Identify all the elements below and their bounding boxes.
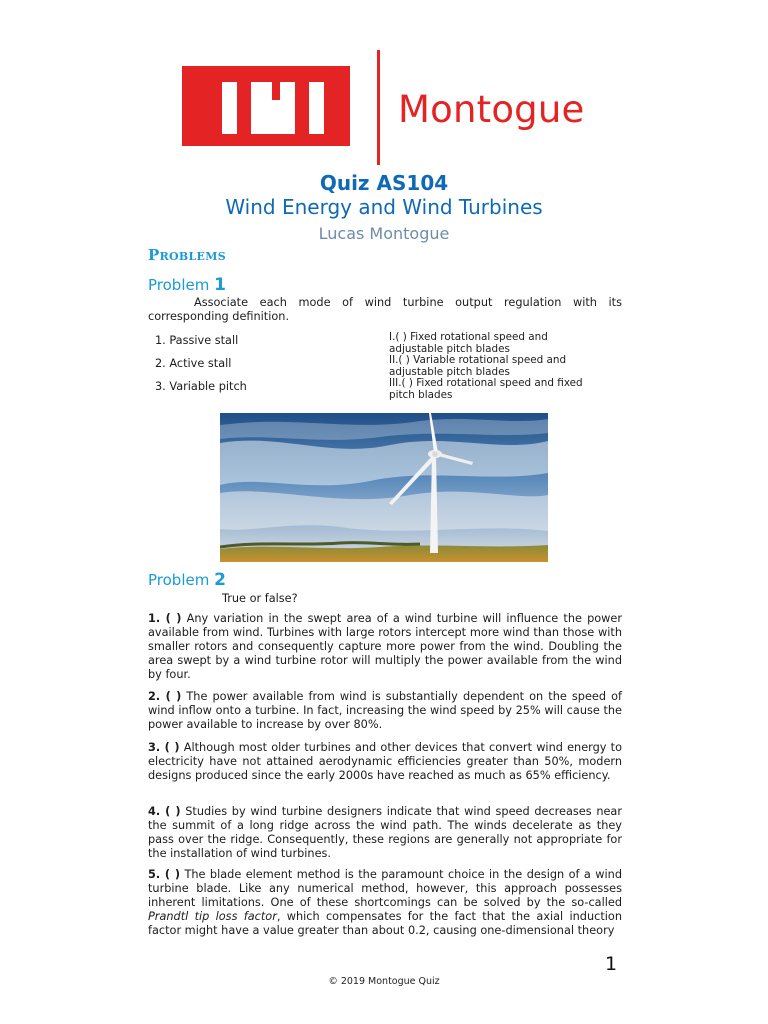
author-name: Lucas Montogue: [318, 224, 450, 243]
tf-marker: 5. ( ): [148, 868, 181, 881]
problem-2-number: 2: [214, 570, 226, 590]
page-number: 1: [605, 953, 618, 975]
tf-text: The blade element method is the paramount choice in the design of a wind turbine blade. Like any numerical method, however, this approach possesses inherent limitations. One of these shortcomings can be solved by the so-called: [148, 868, 622, 910]
section-title: Problems: [148, 246, 226, 264]
problem-1-number: 1: [214, 275, 226, 295]
logo-notch: [272, 82, 280, 100]
tf-item-5: [148, 868, 622, 938]
problem-2-heading: [148, 570, 226, 590]
mode-item: 3. Variable pitch: [155, 380, 247, 393]
logo-bar-left: [222, 82, 237, 134]
logo-divider: [377, 50, 380, 165]
logo-bar-right: [309, 82, 324, 134]
tf-text: Studies by wind turbine designers indicate that wind speed decreases near the summit of a long ridge across the wind path. The winds decelerate as they pass over the ridge. Consequently, these regions are generally not appropriate for the installation of wind turbines.: [148, 805, 622, 861]
footer: © 2019 Montogue Quiz: [328, 976, 440, 987]
problem-2-instruction: True or false?: [222, 592, 298, 605]
mode-item: 2. Active stall: [155, 357, 232, 370]
page-title: Wind Energy and Wind Turbines: [225, 195, 543, 219]
tf-text: The power available from wind is substantially dependent on the speed of wind inflow onto a turbine. In fact, increasing the wind speed by 25% will cause the power available to increase by over 80%.: [148, 690, 622, 732]
tf-item-3: [148, 741, 622, 783]
logo-mark: [182, 66, 350, 146]
definition-item: III.( ) Fixed rotational speed and fixed pitch blades: [389, 377, 583, 401]
mode-item: 1. Passive stall: [155, 334, 239, 347]
problem-1-word: Problem: [148, 276, 210, 294]
problem-2-word: Problem: [148, 571, 210, 589]
problem-1-instruction: Associate each mode of wind turbine output regulation with its corresponding definition.: [148, 296, 622, 324]
definition-item: I.( ) Fixed rotational speed and adjustable pitch blades: [389, 331, 548, 355]
tf-text: , which compensates for the fact that the axial induction factor might have a value greater than about 0.2, causing one-dimensional theory: [148, 910, 622, 938]
tf-text: Any variation in the swept area of a wind turbine will influence the power available from wind. Turbines with large rotors intercept more wind than those with smaller rotors and consequently capture more power from the wind. Doubling the area swept by a wind turbine rotor will multiply the power available from the wind by four.: [148, 612, 622, 682]
tf-marker: 4. ( ): [148, 805, 181, 818]
tf-item-1: [148, 612, 622, 682]
definition-item: II.( ) Variable rotational speed and adjustable pitch blades: [389, 354, 567, 378]
tf-text-italic: Prandtl tip loss factor: [148, 910, 277, 924]
mode-list: [155, 334, 247, 403]
problem-1-heading: [148, 275, 226, 295]
tf-marker: 1. ( ): [148, 612, 182, 625]
definition-list: [389, 332, 604, 402]
wind-turbine-photo: [220, 413, 548, 562]
quiz-code: Quiz AS104: [319, 171, 449, 195]
brand-name: Montogue: [398, 88, 585, 131]
tf-marker: 2. ( ): [148, 690, 182, 703]
tf-item-2: [148, 690, 622, 732]
tf-marker: 3. ( ): [148, 741, 180, 754]
tf-text: Although most older turbines and other devices that convert wind energy to electricity have not attained aerodynamic efficiencies greater than 50%, modern designs produced since the early 2000s have reached as much as 65% efficiency.: [148, 741, 622, 783]
tf-item-4: [148, 805, 622, 861]
